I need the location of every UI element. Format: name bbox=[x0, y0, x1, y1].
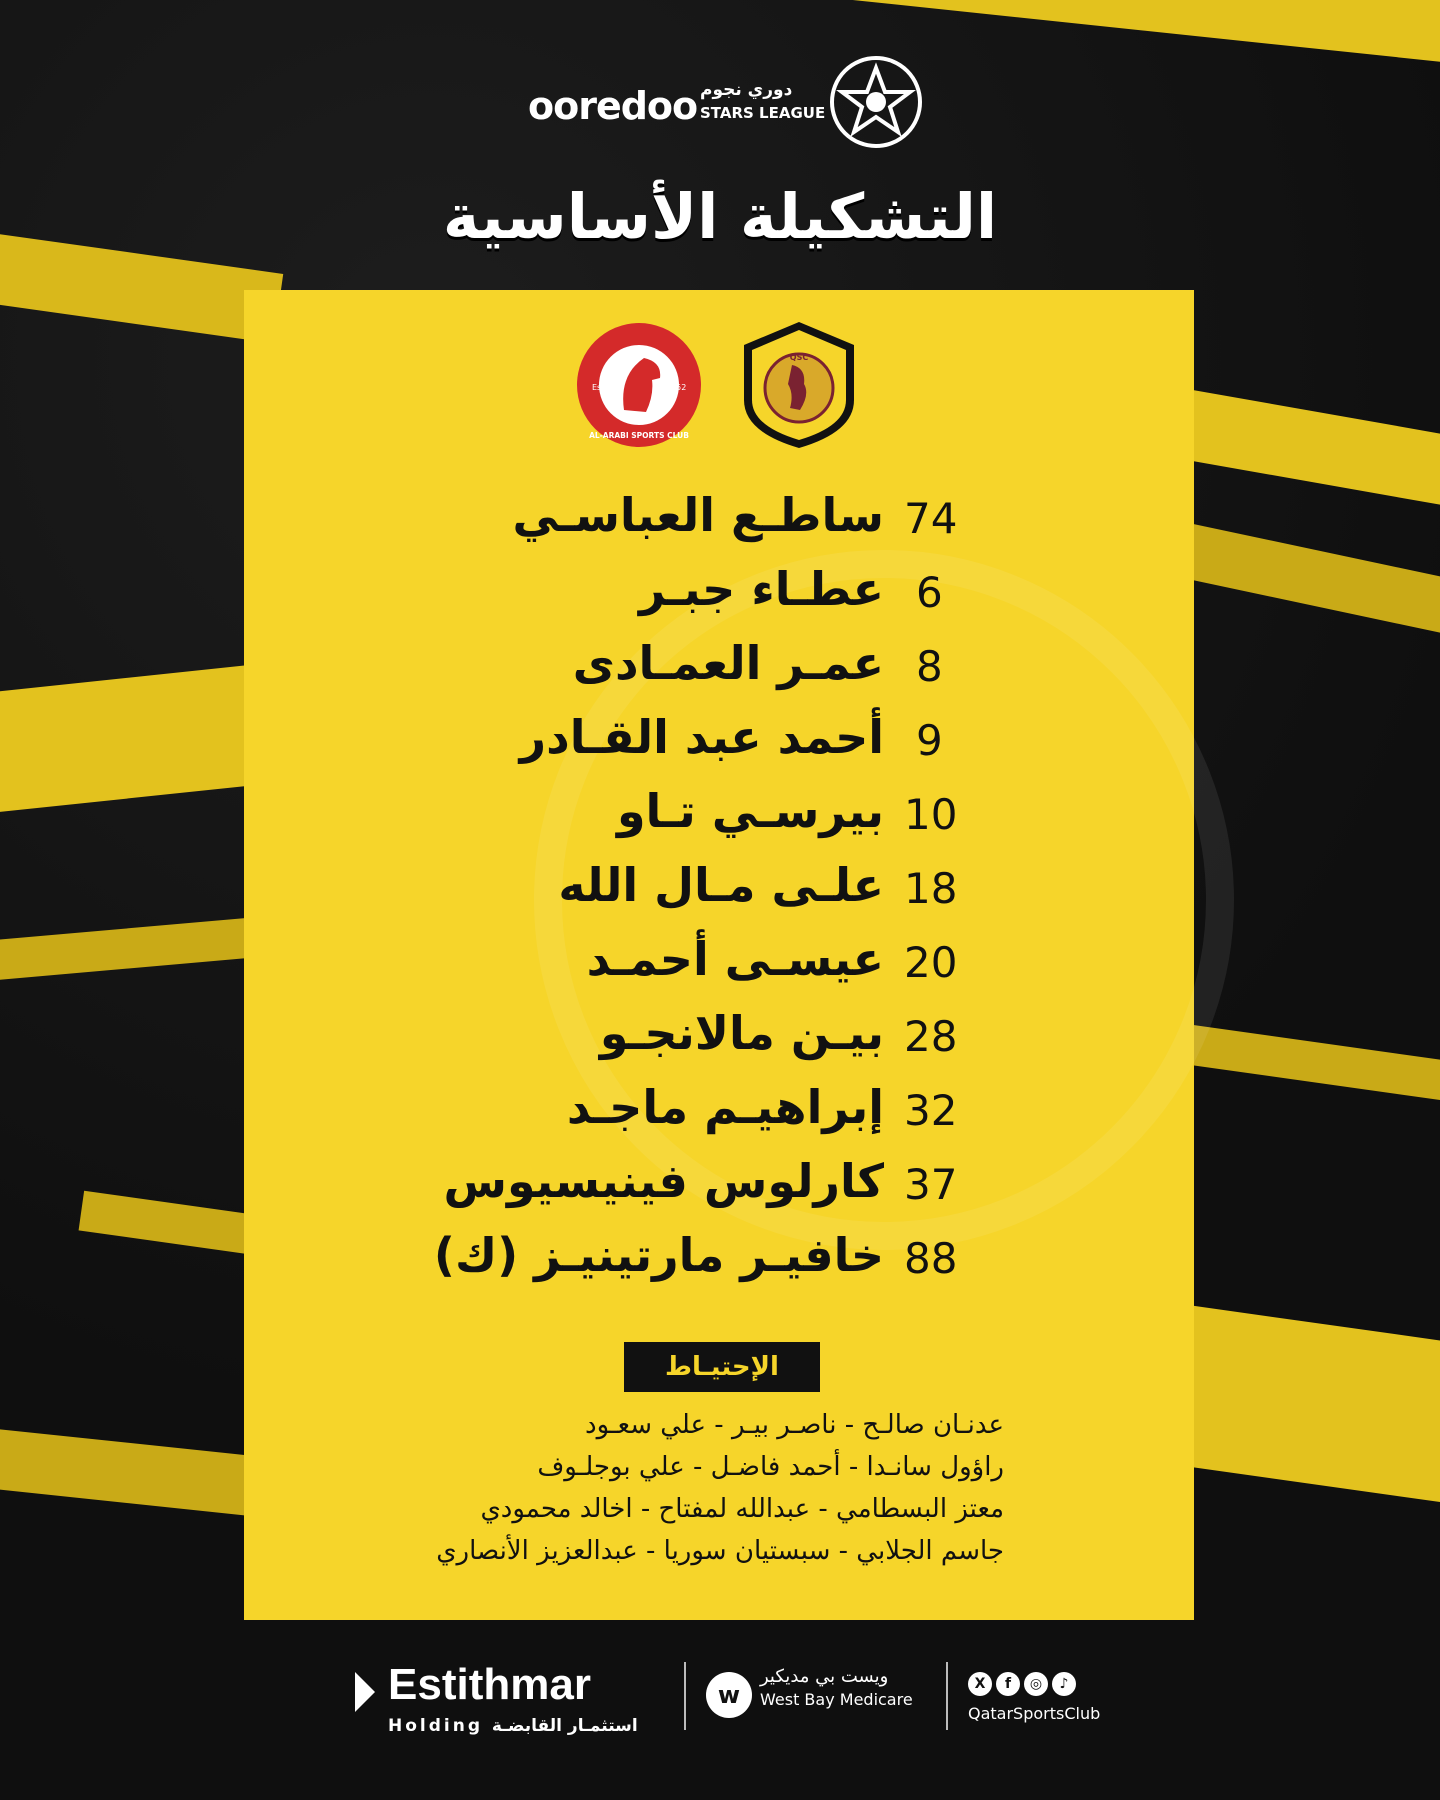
lineup-row bbox=[244, 1225, 1194, 1299]
al-arabi-crest-icon bbox=[574, 320, 704, 450]
al-arabi-name-label: AL-ARABI SPORTS CLUB bbox=[589, 431, 689, 440]
player-name: بيرسـي تـاو bbox=[616, 784, 884, 838]
background-stripe bbox=[0, 1423, 262, 1516]
qatar-sc-crest-icon bbox=[734, 320, 864, 450]
player-name: كارلوس فينيسيوس bbox=[443, 1154, 884, 1208]
al-arabi-year-label: 1952 bbox=[666, 383, 687, 392]
stars-league-en: STARS LEAGUE bbox=[700, 104, 826, 122]
footer-divider bbox=[684, 1662, 686, 1730]
player-number: 8 bbox=[916, 642, 943, 691]
lineup-row bbox=[244, 1151, 1194, 1225]
estithmar-logo: Estithmar bbox=[388, 1660, 591, 1709]
player-number: 74 bbox=[904, 494, 958, 543]
substitutes-line: معتز البسطامي - عبدالله لمفتاح - اخالد محمودي bbox=[480, 1494, 1004, 1524]
estithmar-subtitle: Holding استثمـار القابضـة bbox=[388, 1716, 638, 1736]
social-icons bbox=[968, 1672, 1088, 1698]
player-name: خافيـر مارتينيـز (ك) bbox=[433, 1228, 884, 1282]
lineup-row bbox=[244, 781, 1194, 855]
facebook-icon[interactable]: f bbox=[996, 1672, 1020, 1696]
lineup-row bbox=[244, 855, 1194, 929]
qsc-initials: QSC bbox=[789, 353, 809, 362]
lineup-panel bbox=[244, 290, 1194, 1620]
player-name: أحمد عبد القـادر bbox=[519, 710, 884, 764]
x-icon[interactable]: X bbox=[968, 1672, 992, 1696]
player-number: 9 bbox=[916, 716, 943, 765]
westbay-logo-icon: w bbox=[706, 1672, 752, 1718]
footer-divider bbox=[946, 1662, 948, 1730]
lineup-row bbox=[244, 559, 1194, 633]
sponsor-footer bbox=[0, 1650, 1440, 1770]
player-name: علـى مـال الله bbox=[558, 858, 884, 912]
player-name: بيـن مالانجـو bbox=[599, 1006, 884, 1060]
lineup-row bbox=[244, 485, 1194, 559]
lineup-row bbox=[244, 633, 1194, 707]
player-name: إبراهيـم ماجـد bbox=[566, 1080, 884, 1134]
player-name: عمـر العمـادى bbox=[572, 636, 884, 690]
page-title: التشكيلة الأساسية bbox=[442, 180, 998, 253]
player-name: عطـاء جبـر bbox=[638, 562, 884, 616]
westbay-name-en: West Bay Medicare bbox=[760, 1690, 913, 1709]
player-number: 37 bbox=[904, 1160, 958, 1209]
player-name: عيسـى أحمـد bbox=[586, 932, 884, 986]
lineup-row bbox=[244, 1077, 1194, 1151]
player-number: 20 bbox=[904, 938, 958, 987]
social-handle: QatarSportsClub bbox=[968, 1704, 1101, 1723]
substitutes-line: عدنـان صالـح - ناصـر بيـر - علي سعـود bbox=[585, 1410, 1004, 1440]
substitutes-label: الإحتيـاط bbox=[624, 1342, 820, 1392]
estithmar-arrow-icon bbox=[355, 1672, 375, 1712]
substitutes-line: راؤول سانـدا - أحمد فاضـل - علي بوجلـوف bbox=[537, 1452, 1004, 1482]
player-number: 32 bbox=[904, 1086, 958, 1135]
header-logos bbox=[0, 52, 1440, 162]
player-number: 18 bbox=[904, 864, 958, 913]
substitutes-line: جاسم الجلابي - سبستيان سوريا - عبدالعزيز الأنصاري bbox=[436, 1536, 1004, 1566]
tiktok-icon[interactable]: ♪ bbox=[1052, 1672, 1076, 1696]
player-number: 10 bbox=[904, 790, 958, 839]
instagram-icon[interactable]: ◎ bbox=[1024, 1672, 1048, 1696]
player-number: 28 bbox=[904, 1012, 958, 1061]
player-name: ساطـع العباسـي bbox=[512, 488, 884, 542]
westbay-name-ar: ويست بي مديكير bbox=[760, 1666, 889, 1687]
background-stripe bbox=[0, 663, 285, 818]
lineup-row bbox=[244, 707, 1194, 781]
player-number: 88 bbox=[904, 1234, 958, 1283]
player-number: 6 bbox=[916, 568, 943, 617]
lineup-row bbox=[244, 1003, 1194, 1077]
stars-league-emblem-icon bbox=[826, 52, 926, 152]
al-arabi-est-label: Est. bbox=[592, 383, 607, 392]
ooredoo-logo: ooredoo bbox=[528, 84, 698, 128]
background-stripe bbox=[0, 917, 261, 983]
lineup-row bbox=[244, 929, 1194, 1003]
stars-league-ar: دوري نجوم bbox=[700, 80, 793, 100]
